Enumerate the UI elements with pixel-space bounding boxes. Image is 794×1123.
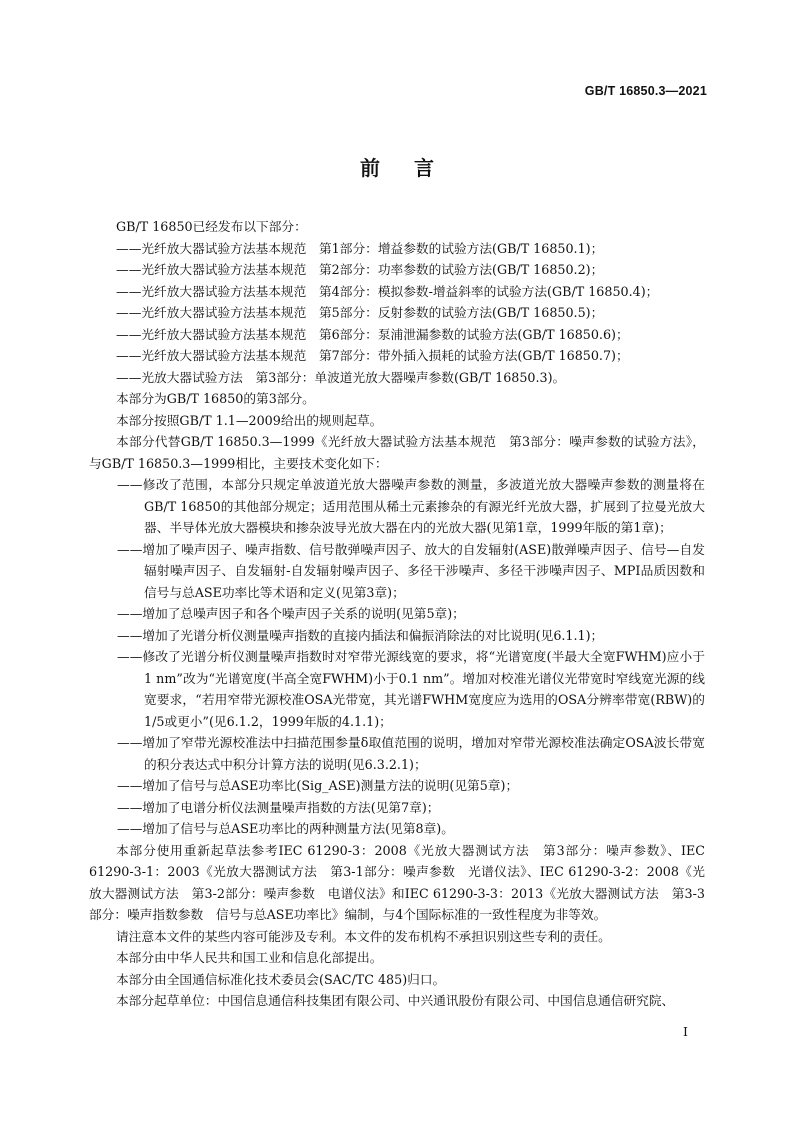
- paragraph: GB/T 16850已经发布以下部分：: [116, 219, 307, 234]
- list-item: ——光纤放大器试验方法基本规范 第4部分：模拟参数-增益斜率的试验方法(GB/T 16850.4)；: [116, 283, 659, 299]
- page-title: 前言: [360, 156, 468, 180]
- paragraph: 请注意本文件的某些内容可能涉及专利。本文件的发布机构不承担识别这些专利的责任。: [116, 928, 611, 944]
- document-body: [89, 216, 705, 1012]
- paragraph: 本部分由全国通信标准化技术委员会(SAC/TC 485)归口。: [116, 971, 446, 987]
- list-item: ——增加了信号与总ASE功率比(Sig_ASE)测量方法的说明(见第5章)；: [117, 778, 519, 793]
- list-item: ——光纤放大器试验方法基本规范 第7部分：带外插入损耗的试验方法(GB/T 16850.7)；: [116, 348, 629, 363]
- list-item: ——修改了范围，本部分只规定单波道光放大器噪声参数的测量，多波道光放大器噪声参数的测量将在GB/T 16850的其他部分规定；适用范围从稀土元素掺杂的有源光纤光放大器，扩展到了拉曼光放大器、半导体光放大器模块和掺杂波导光放大器在内的光放大器(见第1章，1999年版的第1章)；: [117, 477, 705, 535]
- list-item: ——修改了光谱分析仪测量噪声指数时对窄带光源线宽的要求，将“光谱宽度(半最大全宽FWHM)应小于1 nm”改为“光谱宽度(半高全宽FWHM)小于0.1 nm”。增加对校准光谱仪光带宽时窄线宽光源的线宽要求，“若用窄带光源校准OSA光带宽，其光谱FWHM宽度应为选用的OSA分辨率带宽(RBW)的1/5或更小”(见6.1.2，1999年版的4.1.1)；: [117, 649, 705, 729]
- paragraph: 本部分按照GB/T 1.1—2009给出的规则起草。: [116, 412, 383, 428]
- list-item: ——增加了光谱分析仪测量噪声指数的直接内插法和偏振消除法的对比说明(见6.1.1)；: [117, 627, 604, 643]
- list-item: ——增加了信号与总ASE功率比的两种测量方法(见第8章)。: [117, 821, 454, 836]
- paragraph: 本部分起草单位：中国信息通信科技集团有限公司、中兴通讯股份有限公司、中国信息通信研究院、: [116, 993, 675, 1008]
- paragraph: 本部分由中华人民共和国工业和信息化部提出。: [116, 950, 383, 965]
- list-item: ——光纤放大器试验方法基本规范 第6部分：泵浦泄漏参数的试验方法(GB/T 16850.6)；: [116, 326, 629, 342]
- paragraph: 本部分使用重新起草法参考IEC 61290-3：2008《光放大器测试方法 第3部分：噪声参数》、IEC 61290-3-1：2003《光放大器测试方法 第3-1部分：噪声参数 光谱仪法》、IEC 61290-3-2：2008《光放大器测试方法 第3-2部分：噪声参数 电谱仪法》和IEC 61290-3-3：2013《光放大器测试方法 第3-3部分：噪声指数参数 信号与总ASE功率比》编制，与4个国际标准的一致性程度为非等效。: [89, 842, 705, 922]
- list-item: ——增加了电谱分析仪法测量噪声指数的方法(见第7章)；: [117, 799, 440, 815]
- page-number: I: [683, 1024, 688, 1039]
- paragraph: 本部分代替GB/T 16850.3—1999《光纤放大器试验方法基本规范 第3部分：噪声参数的试验方法》，与GB/T 16850.3—1999相比，主要技术变化如下：: [89, 434, 705, 471]
- standard-code: GB/T 16850.3—2021: [584, 84, 707, 98]
- list-item: ——增加了噪声因子、噪声指数、信号散弹噪声因子、放大的自发辐射(ASE)散弹噪声因子、信号—自发辐射噪声因子、自发辐射-自发辐射噪声因子、多径干涉噪声、多径干涉噪声因子、MPI品质因数和信号与总ASE功率比等术语和定义(见第3章)；: [117, 541, 705, 600]
- list-item: ——光纤放大器试验方法基本规范 第2部分：功率参数的试验方法(GB/T 16850.2)；: [116, 262, 604, 277]
- list-item: ——增加了窄带光源校准法中扫描范围参量δ取值范围的说明，增加对窄带光源校准法确定OSA波长带宽的积分表达式中积分计算方法的说明(见6.3.2.1)；: [117, 735, 705, 772]
- list-item: ——光纤放大器试验方法基本规范 第5部分：反射参数的试验方法(GB/T 16850.5)；: [116, 305, 604, 320]
- list-item: ——光纤放大器试验方法基本规范 第1部分：增益参数的试验方法(GB/T 16850.1)；: [116, 240, 604, 256]
- list-item: ——光放大器试验方法 第3部分：单波道光放大器噪声参数(GB/T 16850.3)。: [116, 369, 566, 385]
- list-item: ——增加了总噪声因子和各个噪声因子关系的说明(见第5章)；: [117, 606, 465, 621]
- paragraph: 本部分为GB/T 16850的第3部分。: [116, 391, 315, 406]
